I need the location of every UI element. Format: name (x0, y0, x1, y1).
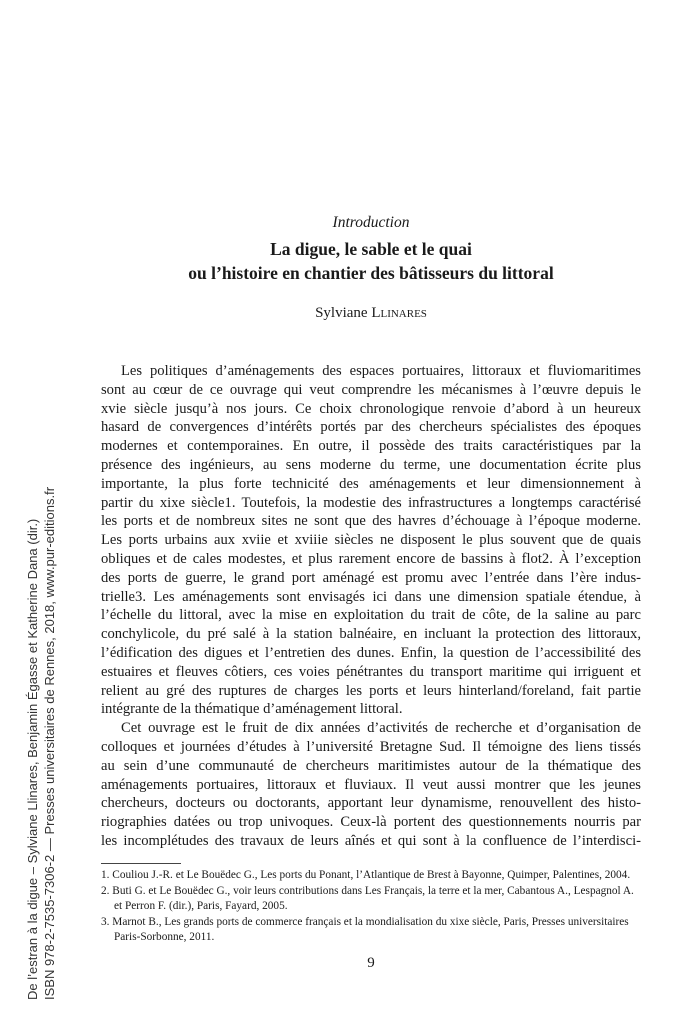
author-last-name: Llinares (371, 305, 427, 321)
body-line: modernes et contemporaines. En outre, il possède des traits caractéristiques par la (101, 438, 641, 455)
body-line: au sein d’une communauté de chercheurs maritimistes autour de la thématique des (101, 757, 641, 774)
body-line: les incomplétudes des travaux de leurs aînés et qui sont à la confluence de l’interdisci- (101, 832, 641, 849)
footnotes (101, 868, 641, 946)
body-line: partir du xixe siècle1. Toutefois, la modestie des infrastructures a longtemps caractérisé (101, 494, 641, 511)
footnote-3-continued: Paris-Sorbonne, 2011. (114, 931, 215, 943)
body-line: Les ports urbains aux xviie et xviiie siècles ne disposent le plus souvent que de quais (101, 532, 641, 549)
sidebar-isbn-line: ISBN 978-2-7535-7306-2 — Presses universitaires de Rennes, 2018, www.pur-editions.fr (42, 486, 57, 1000)
chapter-label: Introduction (332, 214, 410, 231)
author-name (101, 305, 641, 322)
body-line: des ports de guerre, le grand port aménagé est promu avec l’entrée dans l’ère indus- (101, 569, 641, 586)
copyright-sidebar (24, 460, 58, 1000)
title-line: ou l’histoire en chantier des bâtisseurs du littoral (188, 263, 554, 283)
body-line: Les politiques d’aménagements des espaces portuaires, littoraux et fluviomaritimes (121, 363, 641, 379)
body-line: relient au gré des ruptures de charges les ports et leurs hinterland/foreland, fait partie (101, 682, 641, 699)
body-line: sont au cœur de ce ouvrage qui veut comprendre les mécanismes à l’œuvre depuis le (101, 381, 641, 398)
footnote-2-continued: et Perron F. (dir.), Paris, Fayard, 2005. (114, 900, 288, 912)
body-line: importante, la plus forte technicité des aménagements et leur dimensionnement à (101, 475, 641, 492)
author-first-name: Sylviane (315, 305, 372, 321)
page-number: 9 (367, 955, 375, 971)
body-line: trielle3. Les aménagements sont envisagés ici dans une dimension spatiale étendue, à (101, 588, 641, 605)
body-line: riographies datées ou trop univoques. Ceux-là portent des questionnements nourris par (101, 814, 641, 831)
body-line: hasard de convergences d’intérêts portés par des chercheurs spécialistes des époques (101, 419, 641, 436)
body-line: présence des ingénieurs, au sens moderne du terme, une documentation écrite plus (101, 456, 641, 473)
body-line: Cet ouvrage est le fruit de dix années d’activités de recherche et d’organisation de (121, 720, 641, 737)
body-line: intégrante de la thématique d’aménagement littoral. (101, 701, 403, 718)
footnote-3: 3. Marnot B., Les grands ports de commerce français et la mondialisation du xixe siècle, Paris, Presses universitaires (101, 915, 629, 928)
footnote-1: 1. Couliou J.-R. et Le Bouëdec G., Les ports du Ponant, l’Atlantique de Brest à Bayonne, Quimper, Palentines, 2004. (101, 869, 631, 881)
body-text (101, 362, 641, 851)
footnote-2: 2. Buti G. et Le Bouëdec G., voir leurs contributions dans Les Français, la terre et la mer, Cabantous A., Lespagnol A. (101, 884, 634, 897)
body-line: xvie siècle jusqu’à nos jours. Ce choix chronologique renvoie d’abord à un heureux (101, 400, 641, 417)
body-line: conchylicole, du pré salé à la station balnéaire, en incluant la protection des littoraux, (101, 626, 641, 643)
footnote-rule (101, 863, 181, 864)
body-line: aménagements portuaires, littoraux et fluviaux. Il veut aussi montrer que les jeunes (101, 776, 641, 793)
body-line: colloques et journées d’études à l’université Bretagne Sud. Il témoigne des liens tissés (101, 738, 641, 755)
chapter-title (101, 237, 641, 285)
body-line: obliques et de cales modestes, et plus rarement encore de bassins à flot2. À l’exception (101, 550, 641, 567)
sidebar-book-line: De l’estran à la digue – Sylviane Llinares, Benjamin Égasse et Katherine Dana (dir.) (25, 518, 40, 1000)
body-line: estuaires et fleuves côtiers, ces voies pénétrantes du transport maritime qui irriguent et (101, 663, 641, 680)
body-line: chercheurs, docteurs ou doctorants, apportant leur dynamisme, renouvellent des histo- (101, 795, 641, 812)
body-line: l’échelle du littoral, avec la mise en exploitation du trait de côte, de la saline au parc (101, 607, 641, 624)
body-line: les ports et de nombreux sites ne sont que des havres d’échouage à l’époque moderne. (101, 513, 641, 530)
title-line: La digue, le sable et le quai (270, 239, 472, 259)
body-line: l’édification des digues et l’entretien des dunes. Enfin, la question de l’accessibilité des (101, 644, 641, 661)
